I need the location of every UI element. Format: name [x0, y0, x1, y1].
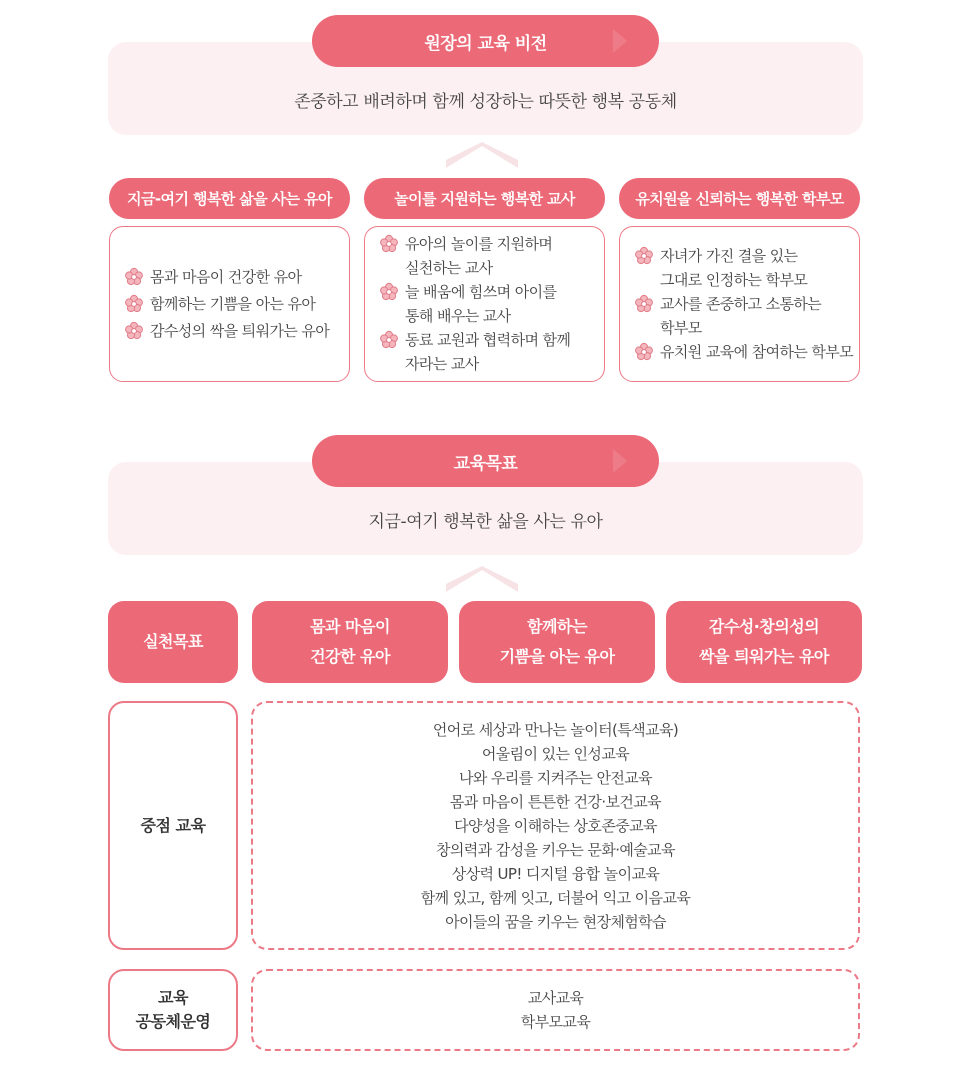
practice-label-text: 실천목표 [143, 632, 203, 651]
list-item-text: 몸과 마음이 건강한 유아 [150, 268, 302, 286]
list-item-text: 유치원 교육에 참여하는 학부모 [660, 343, 854, 361]
list-item: 창의력과 감성을 키우는 문화·예술교육 [436, 840, 675, 859]
vision-title-pill [312, 15, 659, 67]
pillar-card-teacher [364, 226, 605, 382]
pillar-card-child [109, 226, 350, 382]
community-list [521, 986, 590, 1034]
practice-goal-health [252, 601, 448, 683]
flower-icon [379, 330, 399, 350]
focus-label [108, 701, 238, 950]
list-item [634, 340, 855, 364]
practice-goal-joy [459, 601, 655, 683]
pillar-title-parent [619, 178, 860, 219]
vision-title: 원장의 교육 비전 [424, 33, 547, 54]
goal-title-pill [312, 435, 659, 487]
pillar-card-parent [619, 226, 860, 382]
list-item [379, 232, 594, 280]
community-list-box [251, 969, 860, 1051]
list-item-text: 동료 교원과 협력하며 함께 자라는 교사 [405, 331, 571, 373]
flower-icon [634, 246, 654, 266]
list-item: 학부모교육 [520, 1013, 591, 1031]
list-item [634, 292, 855, 340]
list-item-text: 늘 배움에 힘쓰며 아이를 통해 배우는 교사 [405, 283, 557, 325]
list-item [634, 244, 855, 292]
goal-statement: 지금-여기 행복한 삶을 사는 유아 [368, 512, 603, 532]
flower-icon [124, 294, 144, 314]
flower-icon [634, 294, 654, 314]
practice-goal-creativity [666, 601, 862, 683]
focus-label-text: 중점 교육 [140, 815, 206, 835]
focus-list [421, 718, 690, 934]
list-item: 몸과 마음이 튼튼한 건강·보건교육 [449, 792, 662, 811]
list-item-text: 감수성의 싹을 틔워가는 유아 [150, 322, 330, 340]
flower-icon [124, 267, 144, 287]
list-item [124, 292, 339, 316]
list-item-text: 함께하는 기쁨을 아는 유아 [150, 295, 316, 313]
list-item [124, 319, 339, 343]
list-item: 아이들의 꿈을 키우는 현장체험학습 [445, 912, 666, 931]
goal-title: 교육목표 [453, 453, 518, 474]
list-item [379, 280, 594, 328]
pillar-title-teacher [364, 178, 605, 219]
chevron-up-icon [446, 142, 518, 168]
list-item: 상상력 UP! 디지털 융합 놀이교육 [451, 864, 660, 883]
list-item: 교사교육 [527, 989, 584, 1007]
list-item-text: 자녀가 가진 결을 있는 그대로 인정하는 학부모 [660, 247, 808, 289]
pillar-title-text: 유치원을 신뢰하는 행복한 학부모 [635, 190, 844, 208]
list-item [124, 265, 339, 289]
focus-list-box [251, 701, 860, 950]
pillar-title-text: 놀이를 지원하는 행복한 교사 [394, 190, 575, 208]
flower-icon [124, 321, 144, 341]
practice-goal-text: 몸과 마음이 건강한 유아 [310, 617, 390, 666]
flower-icon [379, 282, 399, 302]
list-item: 다양성을 이해하는 상호존중교육 [454, 816, 657, 835]
practice-goal-text: 함께하는 기쁨을 아는 유아 [499, 617, 615, 666]
list-item: 어울림이 있는 인성교육 [481, 744, 630, 763]
community-label [108, 969, 238, 1051]
community-label-text: 교육 공동체운영 [135, 988, 211, 1031]
practice-goal-text: 감수성·창의성의 싹을 틔워가는 유아 [699, 617, 829, 666]
pillar-title-text: 지금-여기 행복한 삶을 사는 유아 [127, 190, 332, 208]
list-item: 나와 우리를 지켜주는 안전교육 [458, 768, 653, 787]
pill-arrow-decoration [613, 15, 635, 67]
pillar-title-child [109, 178, 350, 219]
flower-icon [634, 342, 654, 362]
practice-label [108, 601, 238, 683]
list-item-text: 유아의 놀이를 지원하며 실천하는 교사 [405, 235, 553, 277]
pill-arrow-decoration [613, 435, 635, 487]
list-item: 함께 있고, 함께 잇고, 더불어 익고 이음교육 [420, 888, 691, 907]
vision-statement: 존중하고 배려하며 함께 성장하는 따뜻한 행복 공동체 [294, 92, 677, 112]
chevron-up-icon [446, 566, 518, 592]
list-item-text: 교사를 존중하고 소통하는 학부모 [660, 295, 822, 337]
list-item: 언어로 세상과 만나는 놀이터(특색교육) [432, 720, 679, 739]
list-item [379, 328, 594, 376]
flower-icon [379, 234, 399, 254]
